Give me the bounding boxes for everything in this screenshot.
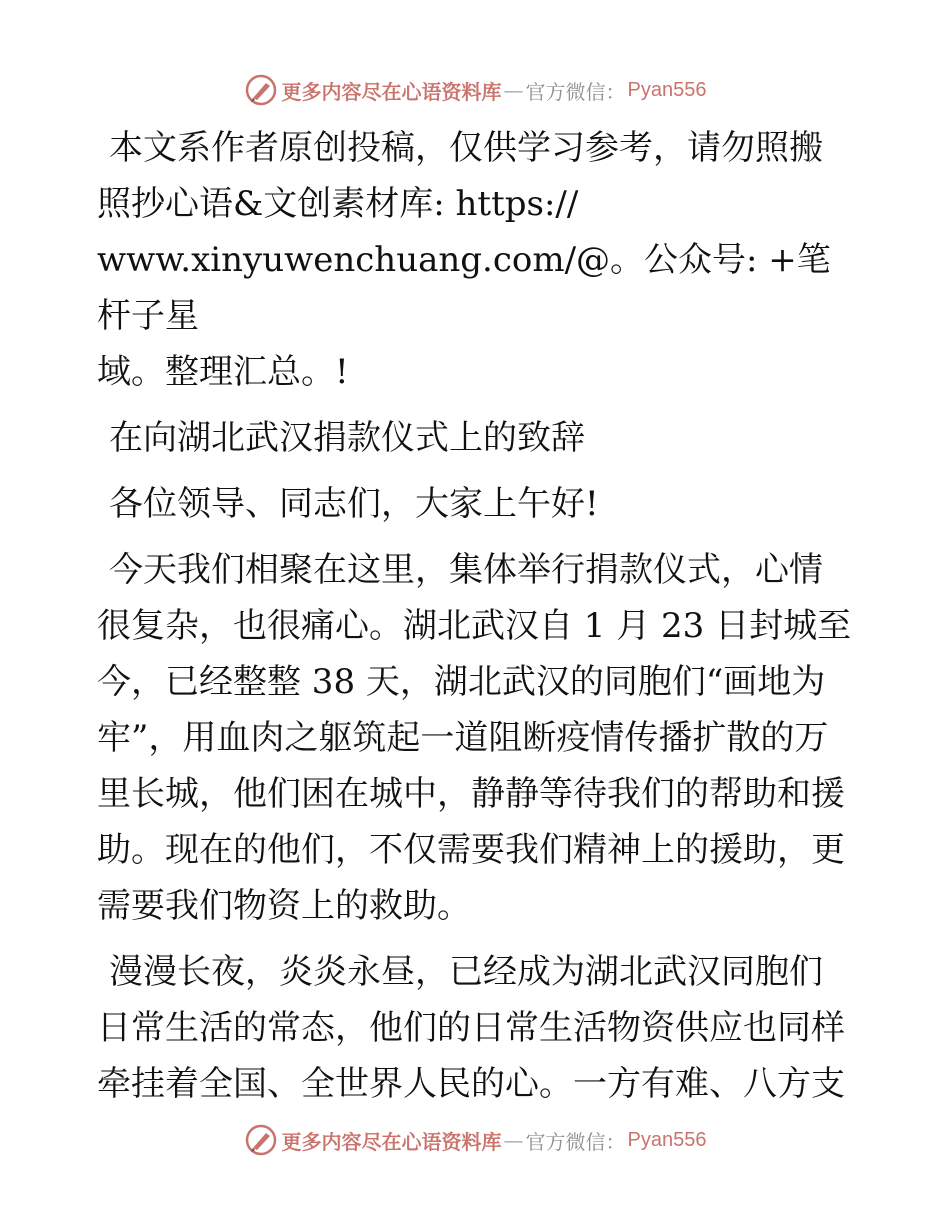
- paragraph-2: [97, 944, 857, 1112]
- paragraph-1: [97, 542, 857, 934]
- pen-logo-icon: [244, 73, 278, 107]
- banner-dash: —: [503, 1128, 524, 1152]
- intro-line: 照抄心语&文创素材库: https://: [97, 184, 579, 224]
- banner-wechat-id: Pyan556: [627, 1128, 707, 1151]
- intro-notice: [97, 120, 857, 400]
- banner-wechat-label: 官方微信：: [525, 79, 626, 104]
- banner-wechat-id: Pyan556: [627, 78, 707, 101]
- paragraph-line: 需要我们物资上的救助。: [97, 886, 471, 926]
- intro-line: 本文系作者原创投稿，仅供学习参考，请勿照搬: [109, 128, 823, 168]
- pen-logo-icon: [244, 1123, 278, 1157]
- paragraph-line: 助。现在的他们，不仅需要我们精神上的援助，更: [97, 830, 845, 870]
- paragraph-line: 日常生活的常态，他们的日常生活物资供应也同样: [97, 1008, 845, 1048]
- banner-dash: —: [503, 78, 524, 102]
- document-body: [97, 120, 857, 1112]
- paragraph-line: 今，已经整整 38 天，湖北武汉的同胞们“画地为: [97, 662, 826, 702]
- paragraph-line: 今天我们相聚在这里，集体举行捐款仪式，心情: [109, 550, 823, 590]
- paragraph-line: 里长城，他们困在城中，静静等待我们的帮助和援: [97, 774, 845, 814]
- paragraph-line: 牢”，用血肉之躯筑起一道阻断疫情传播扩散的万: [97, 718, 829, 758]
- document-title: 在向湖北武汉捐款仪式上的致辞: [109, 418, 585, 458]
- header-banner: [0, 72, 950, 108]
- paragraph-line: 很复杂，也很痛心。湖北武汉自 1 月 23 日封城至: [97, 606, 852, 646]
- footer-banner: [0, 1122, 950, 1158]
- banner-wechat-label: 官方微信：: [525, 1129, 626, 1154]
- banner-text: 更多内容尽在心语资料库: [281, 1129, 502, 1154]
- banner-text: 更多内容尽在心语资料库: [281, 79, 502, 104]
- intro-line: www.xinyuwenchuang.com/@。公众号: +笔杆子星: [97, 240, 831, 336]
- intro-line: 域。整理汇总。!: [97, 352, 349, 392]
- paragraph-line: 牵挂着全国、全世界人民的心。一方有难、八方支: [97, 1064, 845, 1104]
- greeting: 各位领导、同志们，大家上午好!: [109, 484, 599, 524]
- paragraph-line: 漫漫长夜，炎炎永昼，已经成为湖北武汉同胞们: [109, 952, 823, 992]
